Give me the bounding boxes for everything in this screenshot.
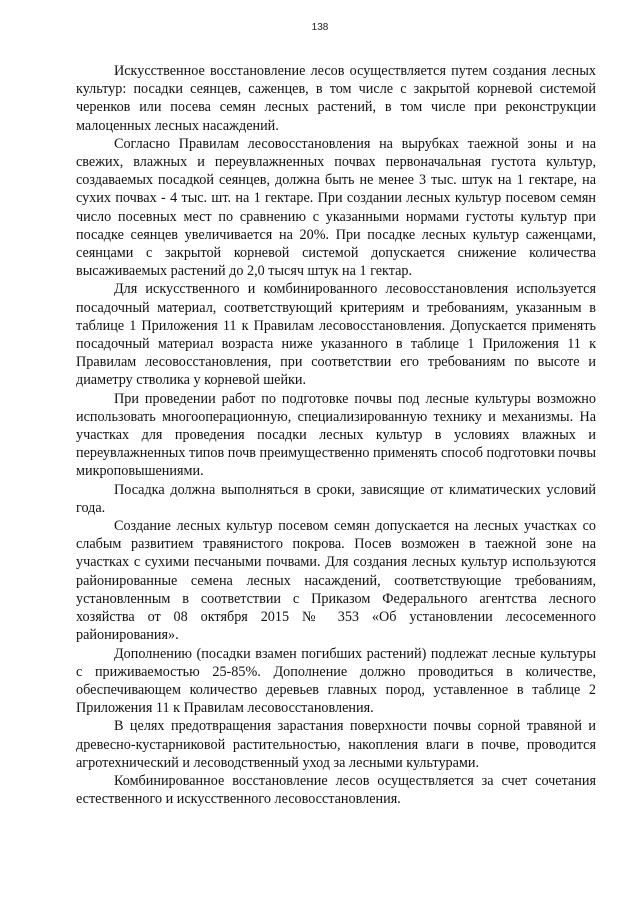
paragraph-planting-density: Согласно Правилам лесовосстановления на вырубках таежной зоны и на свежих, влажных и переувлажненных почвах первоначальная густота культур, создаваемых посадкой сеянцев, должна быть не менее 3 тыс. штук на 1 гектаре, на сухих почвах - 4 тыс. шт. на 1 гектаре. При создании лесных культур посевом семян число посевных мест по сравнению с указанными нормами густоты культур при посадке сеянцев увеличивается на 20%. При посадке лесных культур саженцами, сеянцами с закрытой корневой системой допускается снижение количества высаживаемых растений до 2,0 тысяч штук на 1 гектар. [76, 135, 596, 280]
paragraph-planting-timing: Посадка должна выполняться в сроки, зависящие от климатических условий года. [76, 481, 596, 516]
paragraph-seed-sowing: Создание лесных культур посевом семян допускается на лесных участках со слабым развитием травянистого покрова. Посев возможен в таежной зоне на участках с сухими песчаными почвами. Для создания лесных культур используются районированные семена лесных насаждений, соответствующие требованиям, установленным в соответствии с Приказом Федерального агентства лесного хозяйства от 08 октября 2015 № 353 «Об установлении лесосеменного районирования». [76, 518, 596, 644]
paragraph-replanting: Дополнению (посадки взамен погибших растений) подлежат лесные культуры с приживаемостью 25-85%. Дополнение должно проводиться в количестве, обеспечивающем количество деревьев главных пород, уставленное в таблице 2 Приложения 11 к Правилам лесовосстановления. [76, 645, 596, 717]
document-body [76, 62, 596, 808]
paragraph-artificial-restoration: Искусственное восстановление лесов осуществляется путем создания лесных культур: посадки сеянцев, саженцев, в том числе с закрытой корневой системой черенков или посева семян лесных растений, в том числе при реконструкции малоценных лесных насаждений. [76, 63, 596, 134]
paragraph-combined-restoration: Комбинированное восстановление лесов осуществляется за счет сочетания естественного и искусственного лесовосстановления. [76, 772, 596, 808]
paragraph-maintenance: В целях предотвращения зарастания поверхности почвы сорной травяной и древесно-кустарниковой растительностью, накопления влаги в почве, проводится агротехнический и лесоводственный уход за лесными культурами. [76, 718, 596, 771]
paragraph-soil-preparation: При проведении работ по подготовке почвы под лесные культуры возможно использовать многооперационную, специализированную технику и механизмы. На участках для проведения посадки лесных культур в условиях влажных и переувлажненных типов почв преимущественно применять способ подготовки почвы микроповышениями. [76, 390, 596, 480]
page-number: 138 [311, 22, 329, 33]
paragraph-planting-material: Для искусственного и комбинированного лесовосстановления используется посадочный материал, соответствующий критериям и требованиям, указанным в таблице 1 Приложения 11 к Правилам лесовосстановления. Допускается применять посадочный материал возраста ниже указанного в таблице 1 Приложения 11 к Правилам лесовосстановления, при соответствии его требованиям по высоте и диаметру стволика у корневой шейки. [76, 281, 596, 389]
